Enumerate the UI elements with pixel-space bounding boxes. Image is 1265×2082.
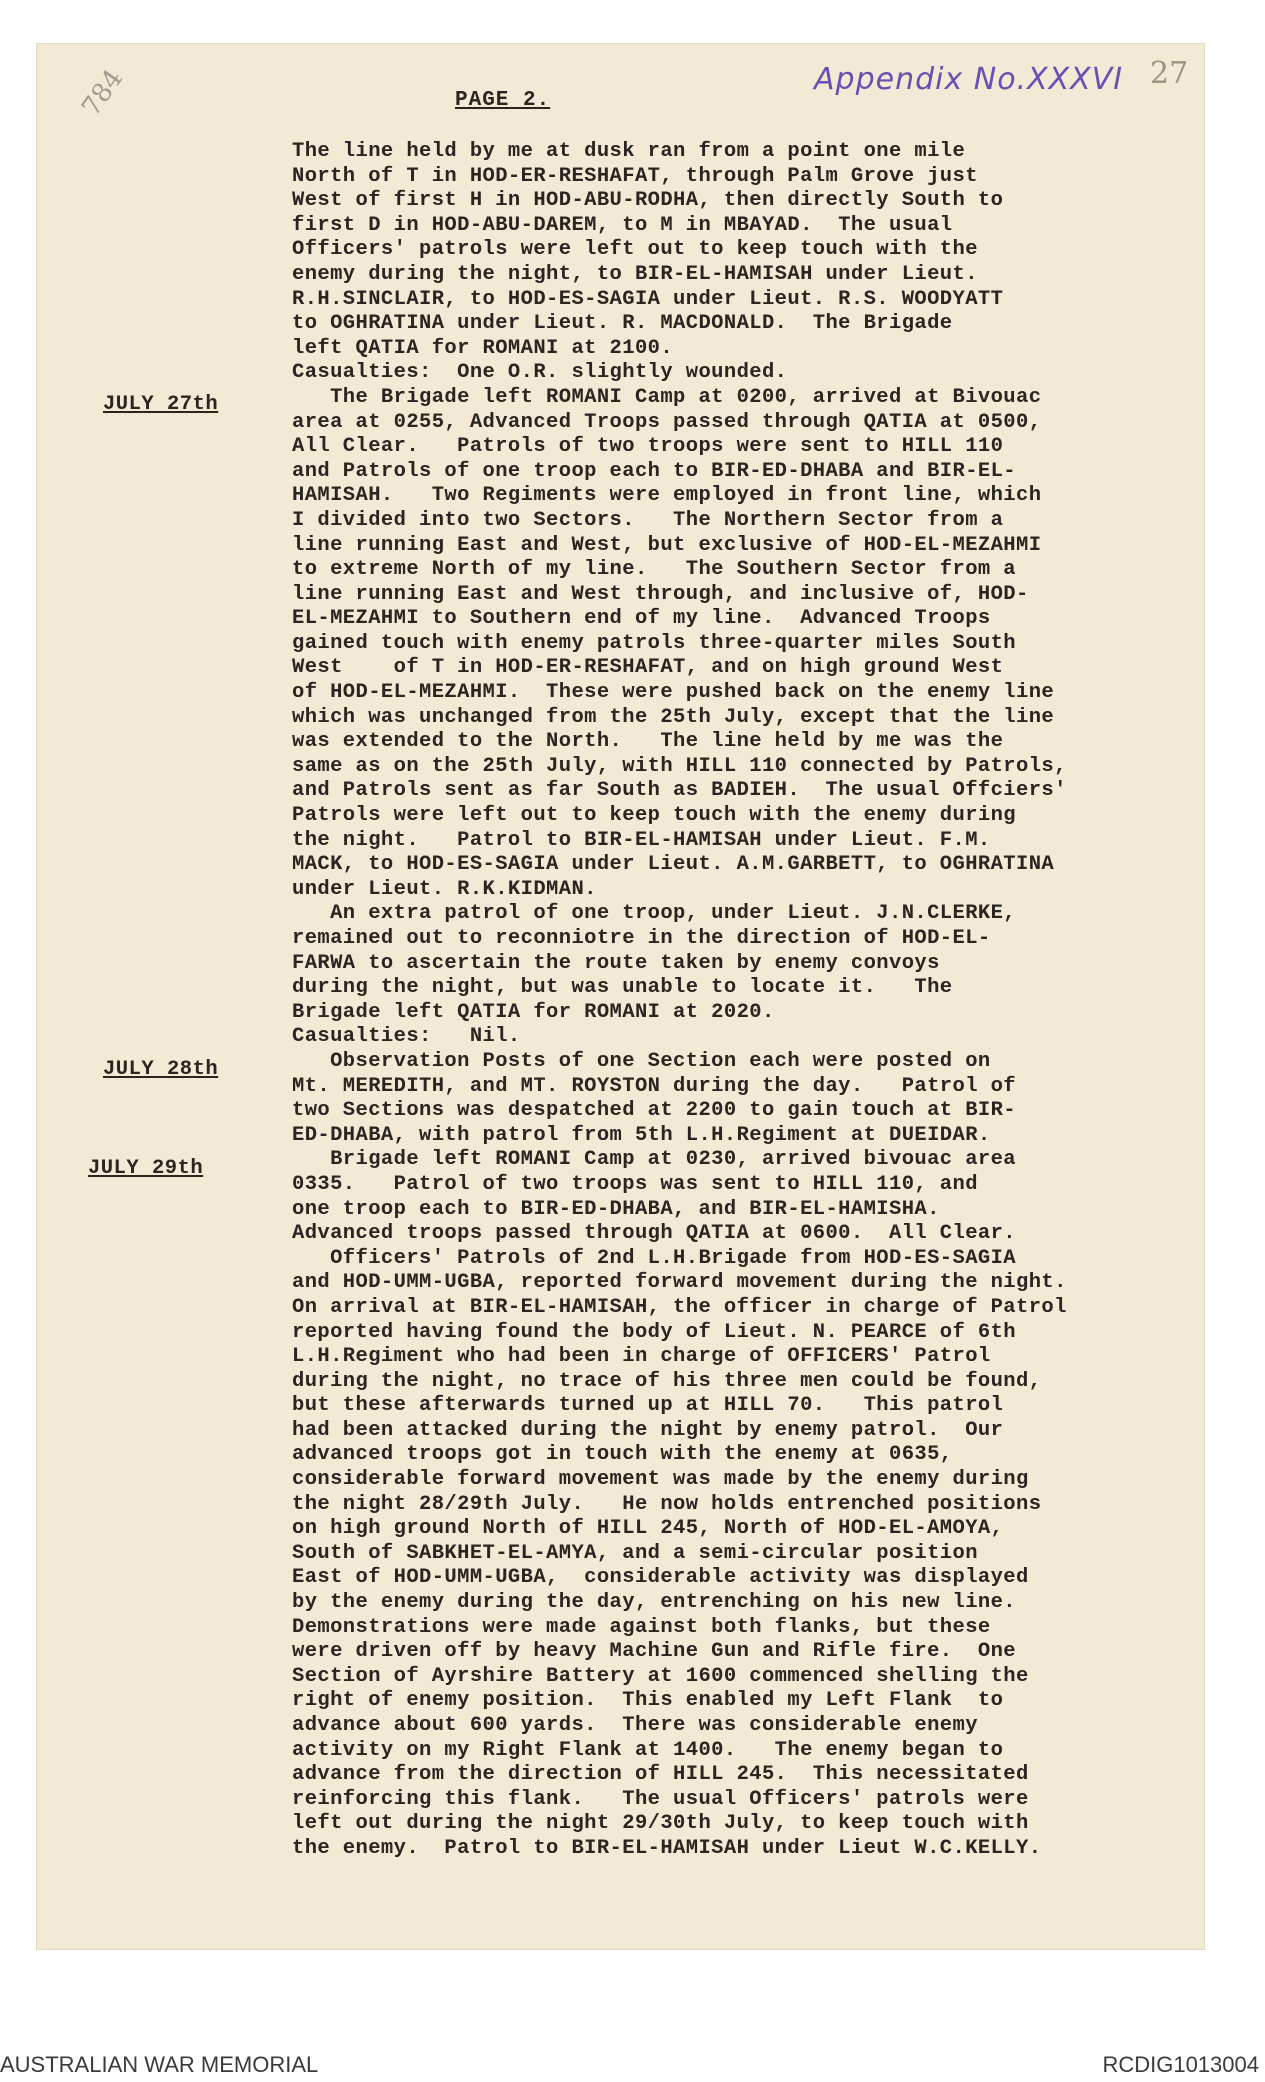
text-line: reported having found the body of Lieut. N. PEARCE of 6th bbox=[292, 1320, 1017, 1344]
text-line: but these afterwards turned up at HILL 70. This patrol bbox=[292, 1394, 1004, 1418]
text-line: during the night, but was unable to locate it. The bbox=[292, 976, 953, 1000]
text-line: considerable forward movement was made by the enemy during bbox=[292, 1468, 1029, 1492]
text-line: Casualties: Nil. bbox=[292, 1025, 521, 1049]
text-line: remained out to reconniotre in the direction of HOD-EL- bbox=[292, 927, 991, 950]
appendix-annotation: Appendix No.XXXVI bbox=[814, 62, 1124, 97]
text-line: East of HOD-UMM-UGBA, considerable activity was displayed bbox=[292, 1566, 1029, 1590]
text-line: Section of Ayrshire Battery at 1600 commenced shelling the bbox=[292, 1664, 1029, 1688]
margin-date-july-28: JULY 28th bbox=[103, 1058, 219, 1081]
text-line: ED-DHABA, with patrol from 5th L.H.Regiment at DUEIDAR. bbox=[292, 1123, 991, 1147]
text-line: was extended to the North. The line held by me was the bbox=[292, 730, 1004, 754]
text-line: activity on my Right Flank at 1400. The enemy began to bbox=[292, 1738, 1004, 1762]
text-line: line running East and West through, and inclusive of, HOD- bbox=[292, 582, 1029, 606]
text-line: Officers' Patrols of 2nd L.H.Brigade from HOD-ES-SAGIA bbox=[292, 1246, 1017, 1270]
text-line: advance from the direction of HILL 245. This necessitated bbox=[292, 1763, 1029, 1787]
text-line: had been attacked during the night by enemy patrol. Our bbox=[292, 1418, 1004, 1442]
text-line: to extreme North of my line. The Southern Sector from a bbox=[292, 558, 1017, 582]
text-line: Advanced troops passed through QATIA at 0600. All Clear. bbox=[292, 1222, 1017, 1246]
text-line: On arrival at BIR-EL-HAMISAH, the officer in charge of Patrol bbox=[292, 1295, 1067, 1319]
text-line: the enemy. Patrol to BIR-EL-HAMISAH under Lieut W.C.KELLY. bbox=[292, 1836, 1042, 1860]
text-line: line running East and West, but exclusive of HOD-EL-MEZAHMI bbox=[292, 533, 1042, 557]
text-line: Brigade left QATIA for ROMANI at 2020. bbox=[292, 1000, 775, 1024]
text-line: 0335. Patrol of two troops was sent to HILL 110, and bbox=[292, 1172, 978, 1196]
text-line: advanced troops got in touch with the enemy at 0635, bbox=[292, 1443, 953, 1467]
text-line: under Lieut. R.K.KIDMAN. bbox=[292, 877, 597, 901]
text-line: the night 28/29th July. He now holds entrenched positions bbox=[292, 1492, 1042, 1516]
text-line: South of SABKHET-EL-AMYA, and a semi-circular position bbox=[292, 1541, 978, 1565]
text-line: one troop each to BIR-ED-DHABA, and BIR-EL-HAMISHA. bbox=[292, 1197, 940, 1221]
war-diary-body-text bbox=[292, 140, 1192, 1862]
footer-record-id: RCDIG1013004 bbox=[1102, 2052, 1259, 2077]
text-line: All Clear. Patrols of two troops were sent to HILL 110 bbox=[292, 435, 1004, 459]
text-line: reinforcing this flank. The usual Officers' patrols were bbox=[292, 1787, 1029, 1811]
text-line: R.H.SINCLAIR, to HOD-ES-SAGIA under Lieut. R.S. WOODYATT bbox=[292, 287, 1004, 311]
text-line: area at 0255, Advanced Troops passed through QATIA at 0500, bbox=[292, 410, 1042, 434]
text-line: advance about 600 yards. There was considerable enemy bbox=[292, 1714, 978, 1737]
text-line: The line held by me at dusk ran from a point one mile bbox=[292, 140, 966, 163]
text-line: MACK, to HOD-ES-SAGIA under Lieut. A.M.GARBETT, to OGHRATINA bbox=[292, 853, 1055, 877]
text-line: of HOD-EL-MEZAHMI. These were pushed back on the enemy line bbox=[292, 681, 1055, 705]
text-line: L.H.Regiment who had been in charge of OFFICERS' Patrol bbox=[292, 1345, 991, 1369]
text-line: the night. Patrol to BIR-EL-HAMISAH under Lieut. F.M. bbox=[292, 828, 991, 852]
text-line: I divided into two Sectors. The Northern Sector from a bbox=[292, 508, 1004, 532]
pencil-page-number: 784 bbox=[76, 64, 130, 122]
text-line: gained touch with enemy patrols three-quarter miles South bbox=[292, 631, 1017, 655]
margin-date-july-27: JULY 27th bbox=[103, 393, 219, 416]
text-line: The Brigade left ROMANI Camp at 0200, arrived at Bivouac bbox=[292, 385, 1042, 409]
text-line: by the enemy during the day, entrenching on his new line. bbox=[292, 1591, 1017, 1615]
text-line: two Sections was despatched at 2200 to gain touch at BIR- bbox=[292, 1099, 1017, 1123]
text-line: An extra patrol of one troop, under Lieut. J.N.CLERKE, bbox=[292, 902, 1017, 926]
footer-institution: AUSTRALIAN WAR MEMORIAL bbox=[0, 2052, 319, 2077]
text-line: were driven off by heavy Machine Gun and Rifle fire. One bbox=[292, 1640, 1017, 1664]
text-line: right of enemy position. This enabled my Left Flank to bbox=[292, 1689, 1004, 1713]
text-line: FARWA to ascertain the route taken by enemy convoys bbox=[292, 951, 940, 975]
text-line: during the night, no trace of his three men could be found, bbox=[292, 1369, 1042, 1393]
margin-date-july-29: JULY 29th bbox=[88, 1157, 204, 1180]
text-line: Brigade left ROMANI Camp at 0230, arrived bivouac area bbox=[292, 1148, 1017, 1172]
text-line: which was unchanged from the 25th July, except that the line bbox=[292, 705, 1055, 729]
text-line: West of first H in HOD-ABU-RODHA, then directly South to bbox=[292, 189, 1004, 213]
text-line: Casualties: One O.R. slightly wounded. bbox=[292, 361, 788, 385]
text-line: to OGHRATINA under Lieut. R. MACDONALD. The Brigade bbox=[292, 312, 953, 336]
text-line: left out during the night 29/30th July, to keep touch with bbox=[292, 1812, 1029, 1836]
text-line: Officers' patrols were left out to keep touch with the bbox=[292, 238, 978, 262]
text-line: HAMISAH. Two Regiments were employed in front line, which bbox=[292, 484, 1042, 508]
text-line: Mt. MEREDITH, and MT. ROYSTON during the day. Patrol of bbox=[292, 1074, 1017, 1098]
text-line: West of T in HOD-ER-RESHAFAT, and on high ground West bbox=[292, 656, 1004, 680]
page-header: PAGE 2. bbox=[455, 89, 551, 112]
text-line: on high ground North of HILL 245, North of HOD-EL-AMOYA, bbox=[292, 1517, 1004, 1541]
text-line: left QATIA for ROMANI at 2100. bbox=[292, 336, 674, 360]
text-line: and Patrols sent as far South as BADIEH. The usual Offciers' bbox=[292, 779, 1067, 803]
text-line: North of T in HOD-ER-RESHAFAT, through Palm Grove just bbox=[292, 164, 978, 188]
text-line: same as on the 25th July, with HILL 110 connected by Patrols, bbox=[292, 754, 1067, 778]
text-line: and Patrols of one troop each to BIR-ED-DHABA and BIR-EL- bbox=[292, 459, 1017, 483]
text-line: Patrols were left out to keep touch with the enemy during bbox=[292, 804, 1017, 828]
text-line: Observation Posts of one Section each were posted on bbox=[292, 1049, 991, 1073]
text-line: and HOD-UMM-UGBA, reported forward movement during the night. bbox=[292, 1271, 1067, 1295]
text-line: EL-MEZAHMI to Southern end of my line. Advanced Troops bbox=[292, 607, 991, 631]
text-line: enemy during the night, to BIR-EL-HAMISAH under Lieut. bbox=[292, 262, 978, 286]
folio-number: 27 bbox=[1150, 56, 1189, 91]
text-line: first D in HOD-ABU-DAREM, to M in MBAYAD. The usual bbox=[292, 213, 953, 237]
text-line: Demonstrations were made against both flanks, but these bbox=[292, 1615, 991, 1639]
